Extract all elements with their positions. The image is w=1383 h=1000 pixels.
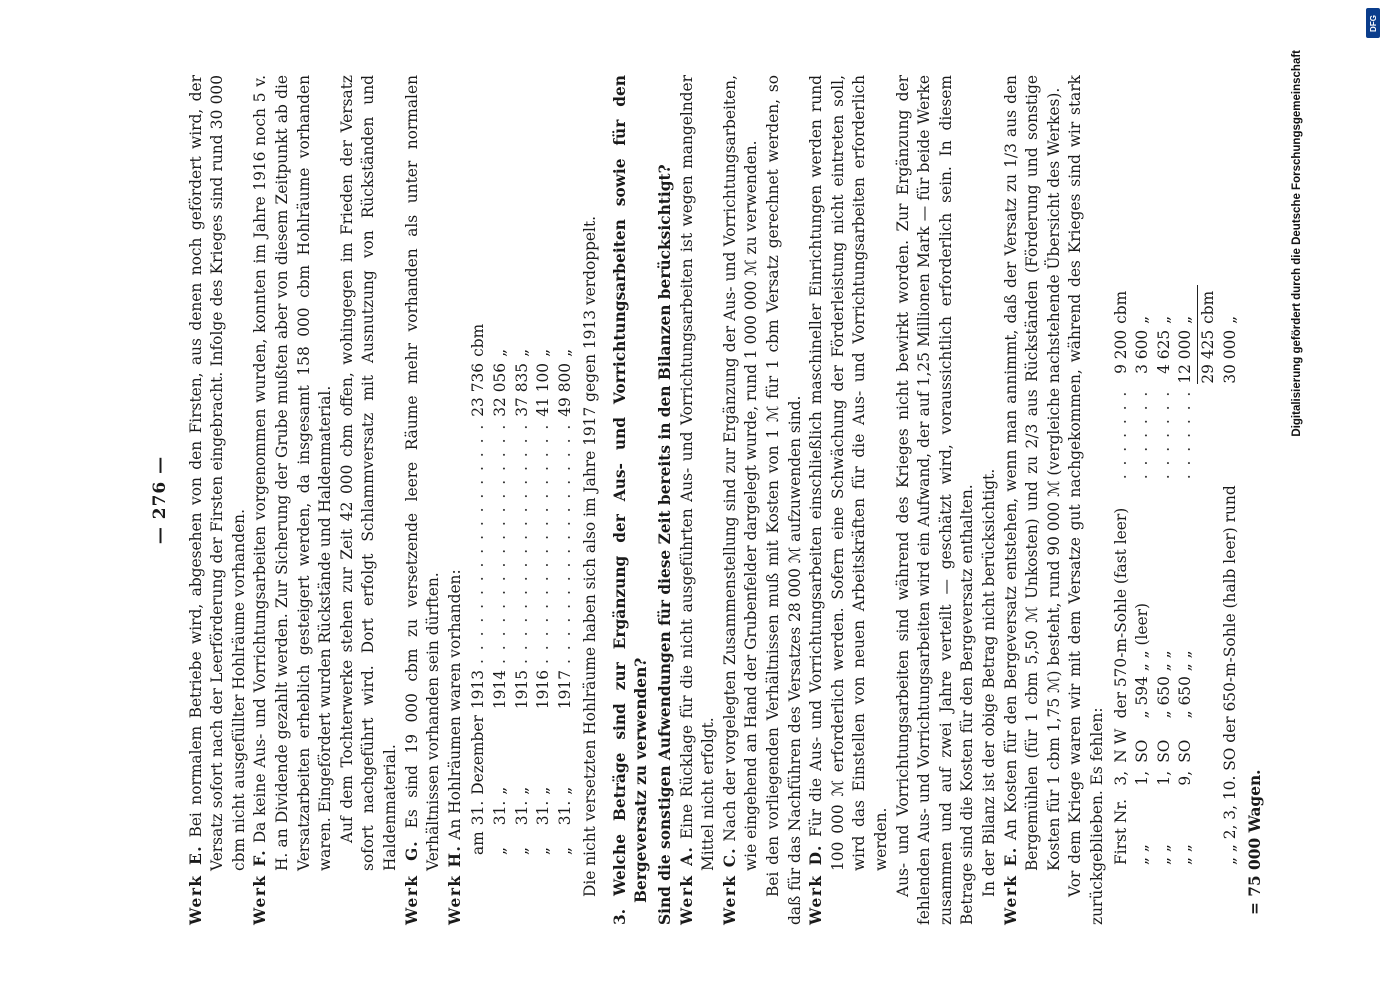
- table-row: [533, 318, 555, 855]
- date-day: 31.: [490, 800, 509, 826]
- hohlraum-rows: [468, 318, 576, 855]
- volume-unit: „: [1133, 315, 1152, 324]
- table-row: [490, 318, 512, 855]
- date-year: 1915: [512, 669, 531, 710]
- sohle-description: „ 594 „ „ (leer): [1133, 603, 1152, 719]
- section-3-heading: 3. Welche Beträge sind zur Ergänzung der Aus- und Vorrichtungsarbeiten sowie für den Bergeversatz zu verwenden?: [610, 75, 651, 925]
- table-row: [1132, 285, 1154, 865]
- spacer-cell: [1220, 384, 1242, 480]
- spacer-cell: [1197, 384, 1219, 865]
- versatz-rows: [1111, 285, 1198, 865]
- date-month: „: [555, 786, 574, 795]
- werk-f-paragraph-2: Auf dem Tochterwerke stehen zur Zeit 42 000 cbm offen, wohingegen im Frieden der Versatz sofort nachgeführt wird. Dort erfolgt Schlammversatz mit Ausnutzung von Rückständen und Haldenmaterial.: [337, 75, 399, 871]
- last-row: [1220, 285, 1242, 865]
- leader-dots: . . . . . . .: [1176, 389, 1195, 480]
- volume-value: 37 835: [512, 362, 531, 417]
- paragraph-text: An Kosten für den Bergeversatz entstehen, wenn man annimmt, daß der Versatz zu 1/3 aus den Bergemühlen (für 1 cbm 5,50 ℳ Unkosten) und zu 2/3 aus Rückständen (Förderung und sonstige Kosten für 1 cbm 1,75 ℳ) besteht, rund 90 000 ℳ (vergleiche nachstehende Übersicht des Werkes).: [1001, 75, 1063, 871]
- first-label: „ „: [1133, 844, 1152, 865]
- leader-dots: . . . . . . . . . . . . . . . . . .: [490, 422, 509, 664]
- hohlraum-table: [468, 318, 576, 855]
- first-label: First Nr.: [1111, 799, 1130, 865]
- werk-e-paragraph: [186, 75, 251, 925]
- dfg-logo-text: DFG: [1368, 14, 1378, 32]
- volume-value: 9 200: [1111, 329, 1130, 374]
- date-prefix: „: [490, 847, 509, 855]
- paragraph-text: Nach der vorgelegten Zusammenstellung sind zur Ergänzung der Aus- und Vorrichtungsarbeiten, wie eingehend an Hand der Grubenfelder dargelegt wurde, rund 1 000 000 ℳ zu verwenden.: [720, 75, 761, 871]
- werk-e2-paragraph-2: Vor dem Kriege waren wir mit dem Versatze gut nachgekommen, während des Krieges sind wir stark zurückgeblieben. Es fehlen:: [1066, 75, 1106, 925]
- paragraph-text: Bei normalem Betriebe wird, abgesehen von den Firsten, aus denen noch gefördert wird, der Versatz sofort nach der Leerförderung der Firsten eingebracht. Infolge des Krieges sind rund 30 000 cbm nicht ausgefüllter Hohlräume vorhanden.: [186, 75, 248, 871]
- werk-d-paragraph: [806, 75, 892, 925]
- date-month: „: [490, 786, 509, 795]
- first-direction: N W: [1111, 728, 1130, 763]
- table-row: [1111, 285, 1133, 865]
- date-year: 1917: [555, 669, 574, 710]
- first-number: 3,: [1111, 770, 1130, 786]
- volume-value: 49 800: [555, 362, 574, 417]
- first-label: „ „: [1176, 844, 1195, 865]
- date-day: 31.: [555, 800, 574, 826]
- dfg-logo-icon: [1366, 8, 1380, 38]
- volume-value: 41 100: [534, 362, 553, 417]
- werk-label: Werk G.: [402, 839, 421, 925]
- date-prefix: „: [555, 847, 574, 855]
- first-number: 1,: [1133, 770, 1152, 786]
- volume-unit: „: [512, 348, 531, 357]
- date-day: 31.: [534, 800, 553, 826]
- date-year: 1916: [534, 669, 553, 710]
- first-direction: SO: [1154, 739, 1173, 763]
- sohle-description: „ 650 „ „: [1176, 650, 1195, 719]
- date-prefix: „: [512, 847, 531, 855]
- werk-e2-paragraph: [1001, 75, 1066, 925]
- first-number: 9,: [1176, 770, 1195, 786]
- leader-dots: . . . . . . .: [1133, 389, 1152, 480]
- first-direction: SO: [1176, 739, 1195, 763]
- first-direction: SO: [1133, 739, 1152, 763]
- werk-label: Werk A.: [677, 845, 696, 925]
- first-label: „ „: [1154, 844, 1173, 865]
- volume-value: 4 625: [1154, 329, 1173, 374]
- volume-unit: cbm: [469, 323, 488, 357]
- last-row-text: „ „ 2, 3, 10. SO der 650-m-Sohle (halb leer) rund: [1220, 485, 1239, 865]
- total-row: [1197, 285, 1219, 865]
- werk-label: Werk E.: [186, 844, 205, 925]
- date-month: „: [534, 786, 553, 795]
- paragraph-text: Eine Rücklage für die nicht ausgeführten Aus- und Vorrichtungsarbeiten ist wegen mangelnder Mittel nicht erfolgt.: [677, 75, 718, 871]
- paragraph-text: Es sind 19 000 cbm zu versetzende leere Räume mehr vorhanden als unter normalen Verhältnissen vorhanden sein dürften.: [402, 75, 443, 871]
- werk-h-conclusion: Die nicht versetzten Hohlräume haben sich also im Jahre 1917 gegen 1913 verdoppelt.: [581, 215, 600, 897]
- total-value: 29 425: [1197, 324, 1219, 384]
- leader-dots: . . . . . . . . . . . . . . . . . .: [534, 422, 553, 664]
- table-row: [468, 318, 490, 855]
- werk-d-paragraph-3: In der Bilanz ist der obige Betrag nicht berücksichtigt.: [979, 468, 998, 897]
- volume-value: 12 000: [1176, 329, 1195, 384]
- werk-label: Werk C.: [720, 846, 739, 925]
- last-row-value: 30 000: [1220, 329, 1239, 384]
- date-year: 1913: [469, 669, 488, 710]
- versatz-table: [1111, 285, 1242, 865]
- werk-f-paragraph: [250, 75, 336, 925]
- volume-value: 23 736: [469, 362, 488, 417]
- date-day: 31.: [512, 800, 531, 826]
- werk-h-paragraph: [445, 75, 467, 925]
- werk-label: Werk D.: [807, 844, 826, 925]
- versatz-summary: [1197, 285, 1241, 865]
- last-row-unit: „: [1220, 315, 1239, 324]
- sohle-description: der 570-m-Sohle (fast leer): [1111, 507, 1130, 719]
- werk-g-paragraph: [402, 75, 445, 925]
- volume-unit: „: [555, 348, 574, 357]
- paragraph-text: Da keine Aus- und Vorrichtungsarbeiten vorgenommen wurden, konnten im Jahre 1916 noch 5 v. H. an Dividende gezahlt werden. Zur Sicherung der Grube mußten aber von diesem Zeitpunkt ab die Versatzarbeiten erheblich gesteigert werden, da insgesamt 158 000 cbm Hohlräume vorhanden waren. Eingefördert wurden Rückstände und Haldenmaterial.: [251, 75, 335, 871]
- document-page: [150, 65, 1265, 935]
- date-prefix: „: [534, 847, 553, 855]
- date-year: 1914: [490, 669, 509, 710]
- paragraph-text: An Hohlräumen waren vorhanden:: [445, 569, 464, 840]
- volume-unit: cbm: [1111, 290, 1130, 324]
- werk-label: Werk H.: [445, 844, 464, 925]
- table-row: [512, 318, 534, 855]
- first-number: 1,: [1154, 770, 1173, 786]
- werk-label: Werk F.: [251, 848, 270, 925]
- leader-dots: . . . . . . . . . . . . . . . . . .: [555, 422, 574, 664]
- volume-unit: „: [534, 348, 553, 357]
- volume-unit: „: [1154, 315, 1173, 324]
- table-row: [1154, 285, 1176, 865]
- werk-c-paragraph-2: Bei den vorliegenden Verhältnissen muß mit Kosten von 1 ℳ für 1 cbm Versatz gerechnet werden, so daß für das Nachführen des Versatzes 28 000 ℳ aufzuwenden sind.: [764, 75, 804, 925]
- leader-dots: . . . . . . . . . . . . . . . . . .: [512, 422, 531, 664]
- dfg-credit-text: Digitalisierung gefördert durch die Deutsche Forschungsgemeinschaft: [1291, 50, 1303, 437]
- table-row: [555, 318, 577, 855]
- page-number: — 276 —: [150, 455, 170, 545]
- wagen-total: = 75 000 Wagen.: [1246, 769, 1265, 915]
- leader-dots: . . . . . . . . . . . . . . . . . .: [469, 422, 488, 664]
- werk-label: Werk E.: [1001, 846, 1020, 925]
- leader-dots: . . . . . . .: [1154, 389, 1173, 480]
- volume-value: 32 056: [490, 362, 509, 417]
- werk-a-paragraph: [677, 75, 720, 925]
- section-3-subheading: Sind die sonstigen Aufwendungen für diese Zeit bereits in den Bilanzen berücksichtigt?: [656, 164, 675, 925]
- paragraph-text: Für die Aus- und Vorrichtungsarbeiten einschließlich maschineller Einrichtungen werden rund 100 000 ℳ erforderlich werden. Sofern eine Schwächung der Förderleistung nicht eintreten soll, wird das Einstellen von neuen Arbeitskräften für die Aus- und Vorrichtungsarbeiten erforderlich werden.: [807, 74, 890, 871]
- total-unit: cbm: [1197, 285, 1219, 324]
- werk-d-paragraph-2: Aus- und Vorrichtungsarbeiten sind während des Krieges nicht bewirkt worden. Zur Ergänzung der fehlenden Aus- und Vorrichtungsarbeiten wird ein Aufwand, der auf 1,25 Millionen Mark — für beide Werke zusammen und auf zwei Jahre verteilt — geschätzt wird, voraussichtlich erforderlich sein. In diesem Betrage sind die Kosten für den Bergeversatz enthalten.: [893, 75, 977, 925]
- volume-unit: „: [1176, 315, 1195, 324]
- date-month: Dezember: [469, 715, 488, 795]
- sohle-description: „ 650 „ „: [1154, 650, 1173, 719]
- volume-value: 3 600: [1133, 329, 1152, 374]
- table-row: [1175, 285, 1197, 865]
- date-month: „: [512, 786, 531, 795]
- leader-dots: . . . . . . .: [1111, 389, 1130, 480]
- date-day: 31.: [469, 800, 488, 826]
- werk-c-paragraph: [720, 75, 763, 925]
- date-prefix: am: [469, 831, 488, 855]
- volume-unit: „: [490, 348, 509, 357]
